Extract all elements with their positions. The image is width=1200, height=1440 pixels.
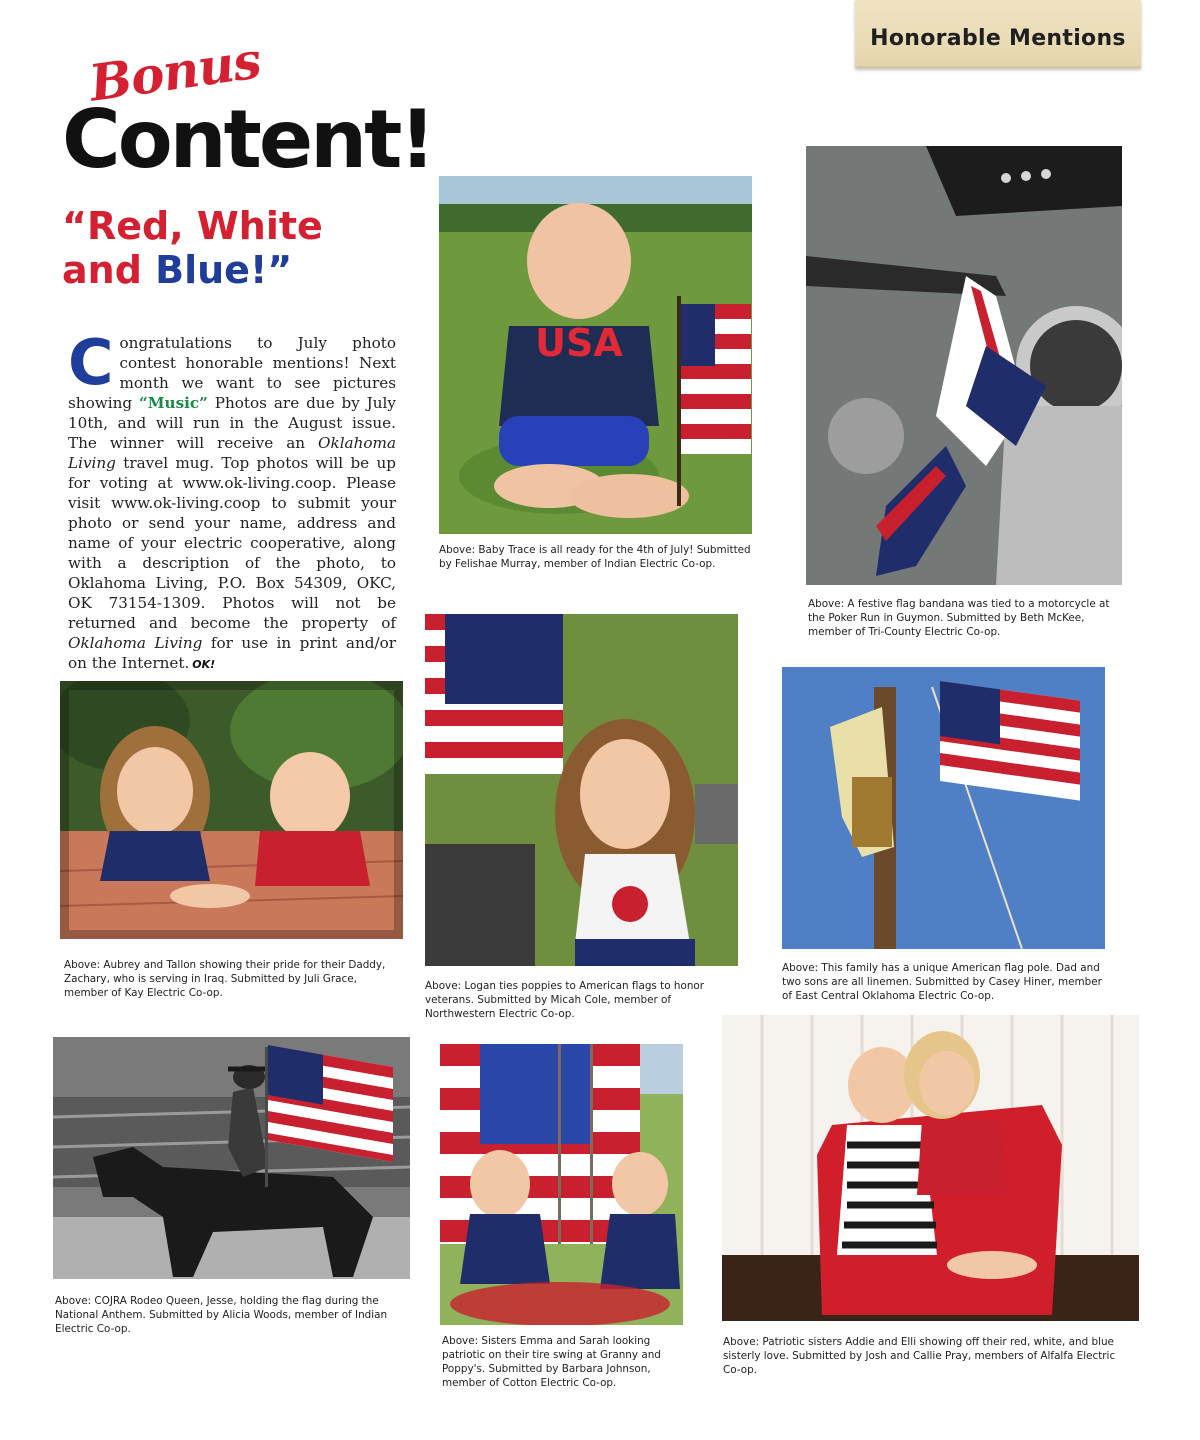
photo-rodeo-queen [53,1037,410,1279]
caption-aubrey-tallon: Above: Aubrey and Tallon showing their pride for their Daddy, Zachary, who is serving in Iraq. Submitted by Juli Grace, member of Kay Electric Co-op. [64,959,386,999]
page-title-bonus: Bonus [85,30,264,113]
magazine-name: Oklahoma Living [68,434,396,472]
caption-logan-flags: Above: Logan ties poppies to American flags to honor veterans. Submitted by Micah Cole, member of Northwestern Electric Co-op. [425,980,705,1020]
caption-baby-trace: Above: Baby Trace is all ready for the 4th of July! Submitted by Felishae Murray, member of Indian Electric Co-op. [439,544,751,570]
photo-emma-sarah-swing [440,1044,683,1325]
intro-paragraph [68,326,396,675]
intro-text-3: travel mug. Top photos will be up for voting at www.ok-living.coop. Please visit www.ok-living.coop to submit your photo or send your name, address and name of your electric cooperative, along with a description of the photo, to Oklahoma Living, P.O. Box 54309, OKC, OK 73154-1309. Photos will not be returned and become the property of [68,454,396,632]
intro-text-2: Photos are due by July 10th, and will run in the August issue. The winner will receive an [68,394,396,452]
caption-rodeo-queen: Above: COJRA Rodeo Queen, Jesse, holding the flag during the National Anthem. Submitted by Alicia Woods, member of Indian Electric Co-op. [55,1295,388,1335]
caption-emma-sarah-swing: Above: Sisters Emma and Sarah looking patriotic on their tire swing at Granny and Poppy's. Submitted by Barbara Johnson, member of Cotton Electric Co-op. [442,1335,661,1389]
svg-text:USA: USA [535,321,623,365]
photo-baby-trace [439,176,752,534]
magazine-name: Oklahoma Living [68,634,203,652]
photo-addie-elli-chair [722,1015,1139,1321]
contest-theme [62,204,392,292]
intro-text-1: ongratulations to July photo contest honorable mentions! Next month we want to see pictures showing [68,334,396,412]
theme-line-1: “Red, White [62,204,323,248]
photo-motorcycle-bandana [806,146,1122,585]
intro-text-4: for use in print and/or on the Internet. [68,634,396,672]
caption-lineman-flagpole: Above: This family has a unique American flag pole. Dad and two sons are all linemen. Submitted by Casey Hiner, member of East Central Oklahoma Electric Co-op. [782,962,1102,1002]
photo-logan-flags [425,614,738,966]
ok-logo: OK! [192,658,216,671]
caption-motorcycle-bandana: Above: A festive flag bandana was tied to a motorcycle at the Poker Run in Guymon. Submitted by Beth McKee, member of Tri-County Electric Co-op. [808,598,1110,638]
next-theme: “Music” [138,394,208,412]
section-tab-label: Honorable Mentions [870,26,1126,51]
theme-line-2-red: and [62,248,156,292]
theme-line-2-blue: Blue!” [155,248,293,292]
page-title: Content! [62,93,433,186]
section-tab [855,0,1141,68]
drop-cap: C [68,326,114,399]
photo-aubrey-tallon [60,681,403,939]
caption-addie-elli-chair: Above: Patriotic sisters Addie and Elli showing off their red, white, and blue sisterly love. Submitted by Josh and Callie Pray, members of Alfalfa Electric Co-op. [723,1336,1116,1376]
photo-lineman-flagpole [782,667,1105,949]
